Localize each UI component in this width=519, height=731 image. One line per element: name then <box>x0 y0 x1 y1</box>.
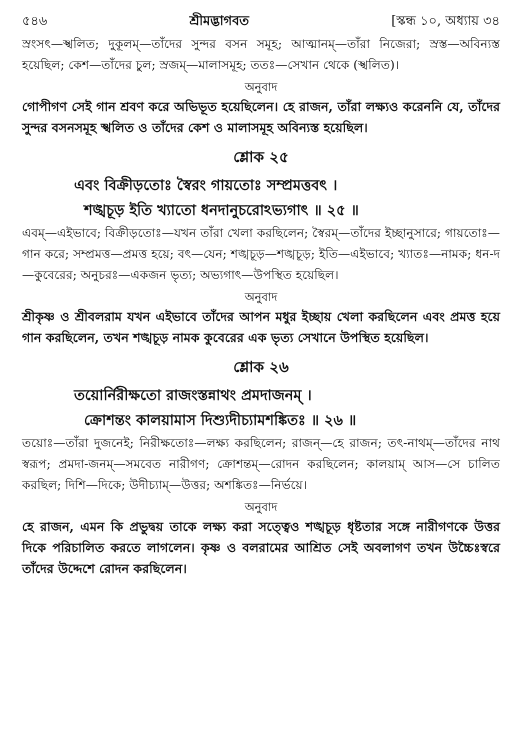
intro-translation-label: অনুবাদ <box>244 80 278 94</box>
verse-26-translation-label: অনুবাদ <box>244 500 278 514</box>
verse-26-line-1: তয়োর্নিরীক্ষতো রাজংস্তন্নাথং প্রমদাজনম্ । <box>74 387 312 404</box>
verse-25-line-2: শঙ্খচূড় ইতি খ্যাতো ধনদানুচরোঽভ্যগাৎ ॥ ২৫ ॥ <box>84 202 359 219</box>
verse-25-synonyms: এবম্—এইভাবে; বিক্রীড়তোঃ—যখন তাঁরা খেলা করছিলেন; স্বৈরম্—তাঁদের ইচ্ছানুসারে; গায়তোঃ—গান করে; সম্প্রমত্ত—প্রমত্ত হয়ে; বৎ—যেন; শঙ্খচূড়—শঙ্খচূড়; ইতি—এইভাবে; খ্যাতঃ—নামক; ধন-দ—কুবেরের; অনুচরঃ—একজন ভৃত্য; অভ্যগাৎ—উপস্থিত হয়েছিল। <box>22 226 500 282</box>
page <box>22 12 500 579</box>
book-title: শ্রীমদ্ভাগবত <box>189 14 250 29</box>
verse-25-translation: শ্রীকৃষ্ণ ও শ্রীবলরাম যখন এইভাবে তাঁদের আপন মধুর ইচ্ছায় খেলা করছিলেন এবং প্রমত্ত হয়ে গান করছিলেন, তখন শঙ্খচূড় নামক কুবেরের এক ভৃত্য সেখানে উপস্থিত হয়েছিল। <box>22 309 500 345</box>
verse-25-line-1: এবং বিক্রীড়তোঃ স্বৈরং গায়তোঃ সম্প্রমত্তবৎ । <box>74 177 338 194</box>
page-number: ৫৪৬ <box>22 14 48 29</box>
verse-26-translation: হে রাজন, এমন কি প্রভুদ্বয় তাকে লক্ষ্য করা সত্ত্বেও শঙ্খচূড় ধৃষ্টতার সঙ্গে নারীগণকে উত্তর দিকে পরিচালিত করতে লাগলেন। কৃষ্ণ ও বলরামের আশ্রিত সেই অবলাগণ তখন উচ্চৈঃস্বরে তাঁদের উদ্দেশে রোদন করছিলেন। <box>22 519 500 576</box>
verse-26-synonyms: তয়োঃ—তাঁরা দুজনেই; নিরীক্ষতোঃ—লক্ষ্য করছিলেন; রাজন্—হে রাজন; তৎ-নাথম্—তাঁদের নাথ স্বরূপ; প্রমদা-জনম্—সমবেত নারীগণ; ক্রোশন্তম্—রোদন করছিলেন; কালয়াম্ আস—সে চালিত করছিল; দিশি—দিকে; উদীচ্যাম্—উত্তর; অশঙ্কিতঃ—নির্ভয়ে। <box>22 436 500 492</box>
page-header <box>22 12 500 34</box>
intro-synonyms: স্রংসৎ—স্খলিত; দুকূলম্—তাঁদের সুন্দর বসন সমূহ; আত্মানম্—তাঁরা নিজেরা; স্রস্ত—অবিন্যস্ত হয়েছিল; কেশ—তাঁদের চুল; স্রজম্—মালাসমূহ; ততঃ—সেখান থেকে (স্খলিত)। <box>22 37 500 72</box>
verse-26-title: শ্লোক ২৬ <box>233 358 289 376</box>
verse-25-title: শ্লোক ২৫ <box>233 148 289 166</box>
verse-25-translation-label: অনুবাদ <box>244 290 278 304</box>
intro-translation: গোপীগণ সেই গান শ্রবণ করে অভিভূত হয়েছিলেন। হে রাজন, তাঁরা লক্ষ্যও করেননি যে, তাঁদের সুন্দর বসনসমূহ স্খলিত ও তাঁদের কেশ ও মালাসমূহ অবিন্যস্ত হয়েছিল। <box>22 99 500 135</box>
canto-chapter-reference: [স্কন্ধ ১০, অধ্যায় ৩৪ <box>391 14 500 29</box>
verse-26-line-2: ক্রোশন্তং কালয়ামাস দিশ্যুদীচ্যামশঙ্কিতঃ ॥ ২৬ ॥ <box>84 412 357 429</box>
